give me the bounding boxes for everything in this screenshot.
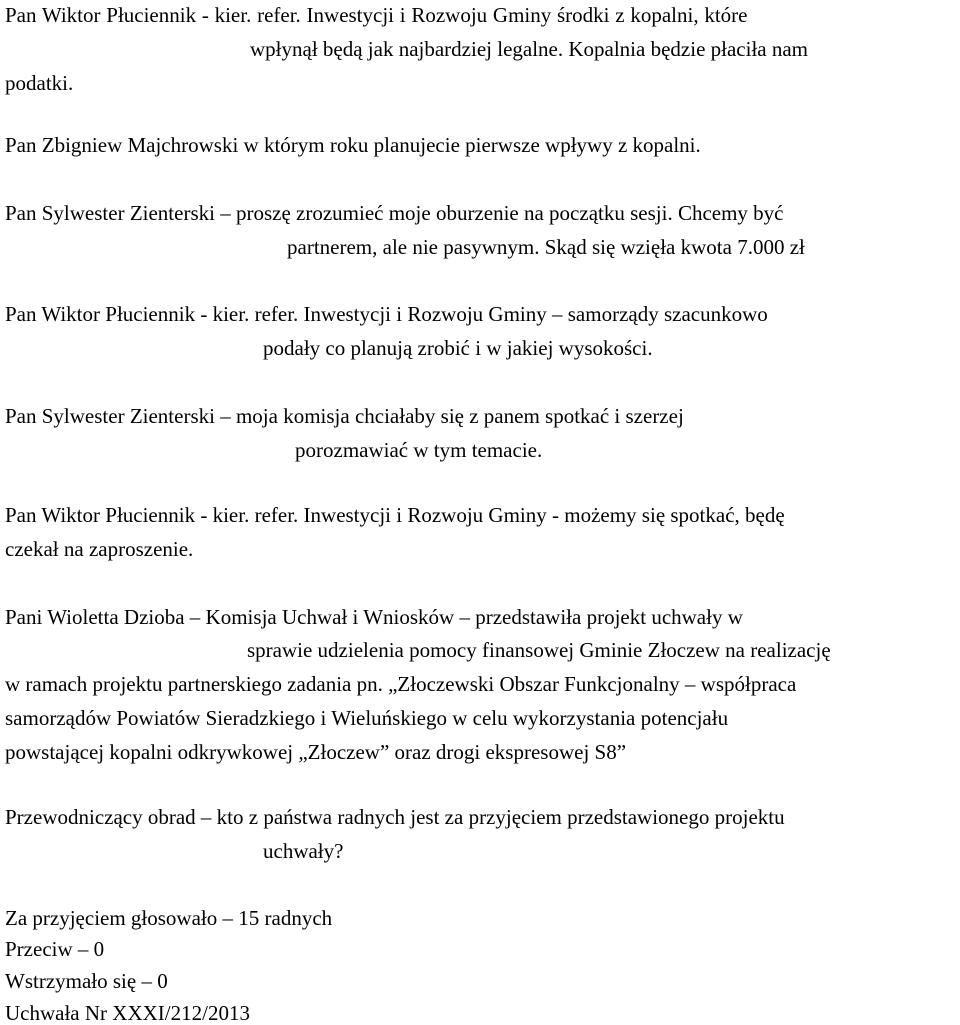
paragraph-line: podały co planują zrobić i w jakiej wysokości. xyxy=(263,336,653,360)
paragraph-line: powstającej kopalni odkrywkowej „Złoczew” oraz drogi ekspresowej S8” xyxy=(5,740,627,764)
paragraph-line: podatki. xyxy=(5,71,74,95)
paragraph-line: Pan Wiktor Płuciennik - kier. refer. Inwestycji i Rozwoju Gminy - możemy się spotkać, będę xyxy=(5,503,785,527)
vote-result-line: Przeciw – 0 xyxy=(5,937,105,961)
paragraph-line: czekał na zaproszenie. xyxy=(5,537,194,561)
paragraph-line: w ramach projektu partnerskiego zadania pn. „Złoczewski Obszar Funkcjonalny – współpraca xyxy=(5,672,797,696)
paragraph-line: Pani Wioletta Dzioba – Komisja Uchwał i Wniosków – przedstawiła projekt uchwały w xyxy=(5,605,743,629)
paragraph-line: Pan Sylwester Zienterski – moja komisja chciałaby się z panem spotkać i szerzej xyxy=(5,404,684,428)
vote-result-line: Za przyjęciem głosowało – 15 radnych xyxy=(5,906,333,930)
paragraph-line: Przewodniczący obrad – kto z państwa radnych jest za przyjęciem przedstawionego projektu xyxy=(5,805,785,829)
resolution-number: Uchwała Nr XXXI/212/2013 xyxy=(5,1001,250,1025)
paragraph-line: porozmawiać w tym temacie. xyxy=(295,438,543,462)
paragraph-line: uchwały? xyxy=(263,839,344,863)
paragraph-line: Pan Zbigniew Majchrowski w którym roku planujecie pierwsze wpływy z kopalni. xyxy=(5,133,701,157)
paragraph-line: partnerem, ale nie pasywnym. Skąd się wzięła kwota 7.000 zł xyxy=(287,235,805,259)
vote-result-line: Wstrzymało się – 0 xyxy=(5,969,168,993)
paragraph-line: Pan Wiktor Płuciennik - kier. refer. Inwestycji i Rozwoju Gminy środki z kopalni, które xyxy=(5,3,748,27)
paragraph-line: wpłynął będą jak najbardziej legalne. Kopalnia będzie płaciła nam xyxy=(250,37,809,61)
paragraph-line: Pan Sylwester Zienterski – proszę zrozumieć moje oburzenie na początku sesji. Chcemy być xyxy=(5,201,784,225)
paragraph-line: Pan Wiktor Płuciennik - kier. refer. Inwestycji i Rozwoju Gminy – samorządy szacunkowo xyxy=(5,302,768,326)
paragraph-line: sprawie udzielenia pomocy finansowej Gminie Złoczew na realizację xyxy=(247,638,831,662)
paragraph-line: samorządów Powiatów Sieradzkiego i Wieluńskiego w celu wykorzystania potencjału xyxy=(5,706,729,730)
